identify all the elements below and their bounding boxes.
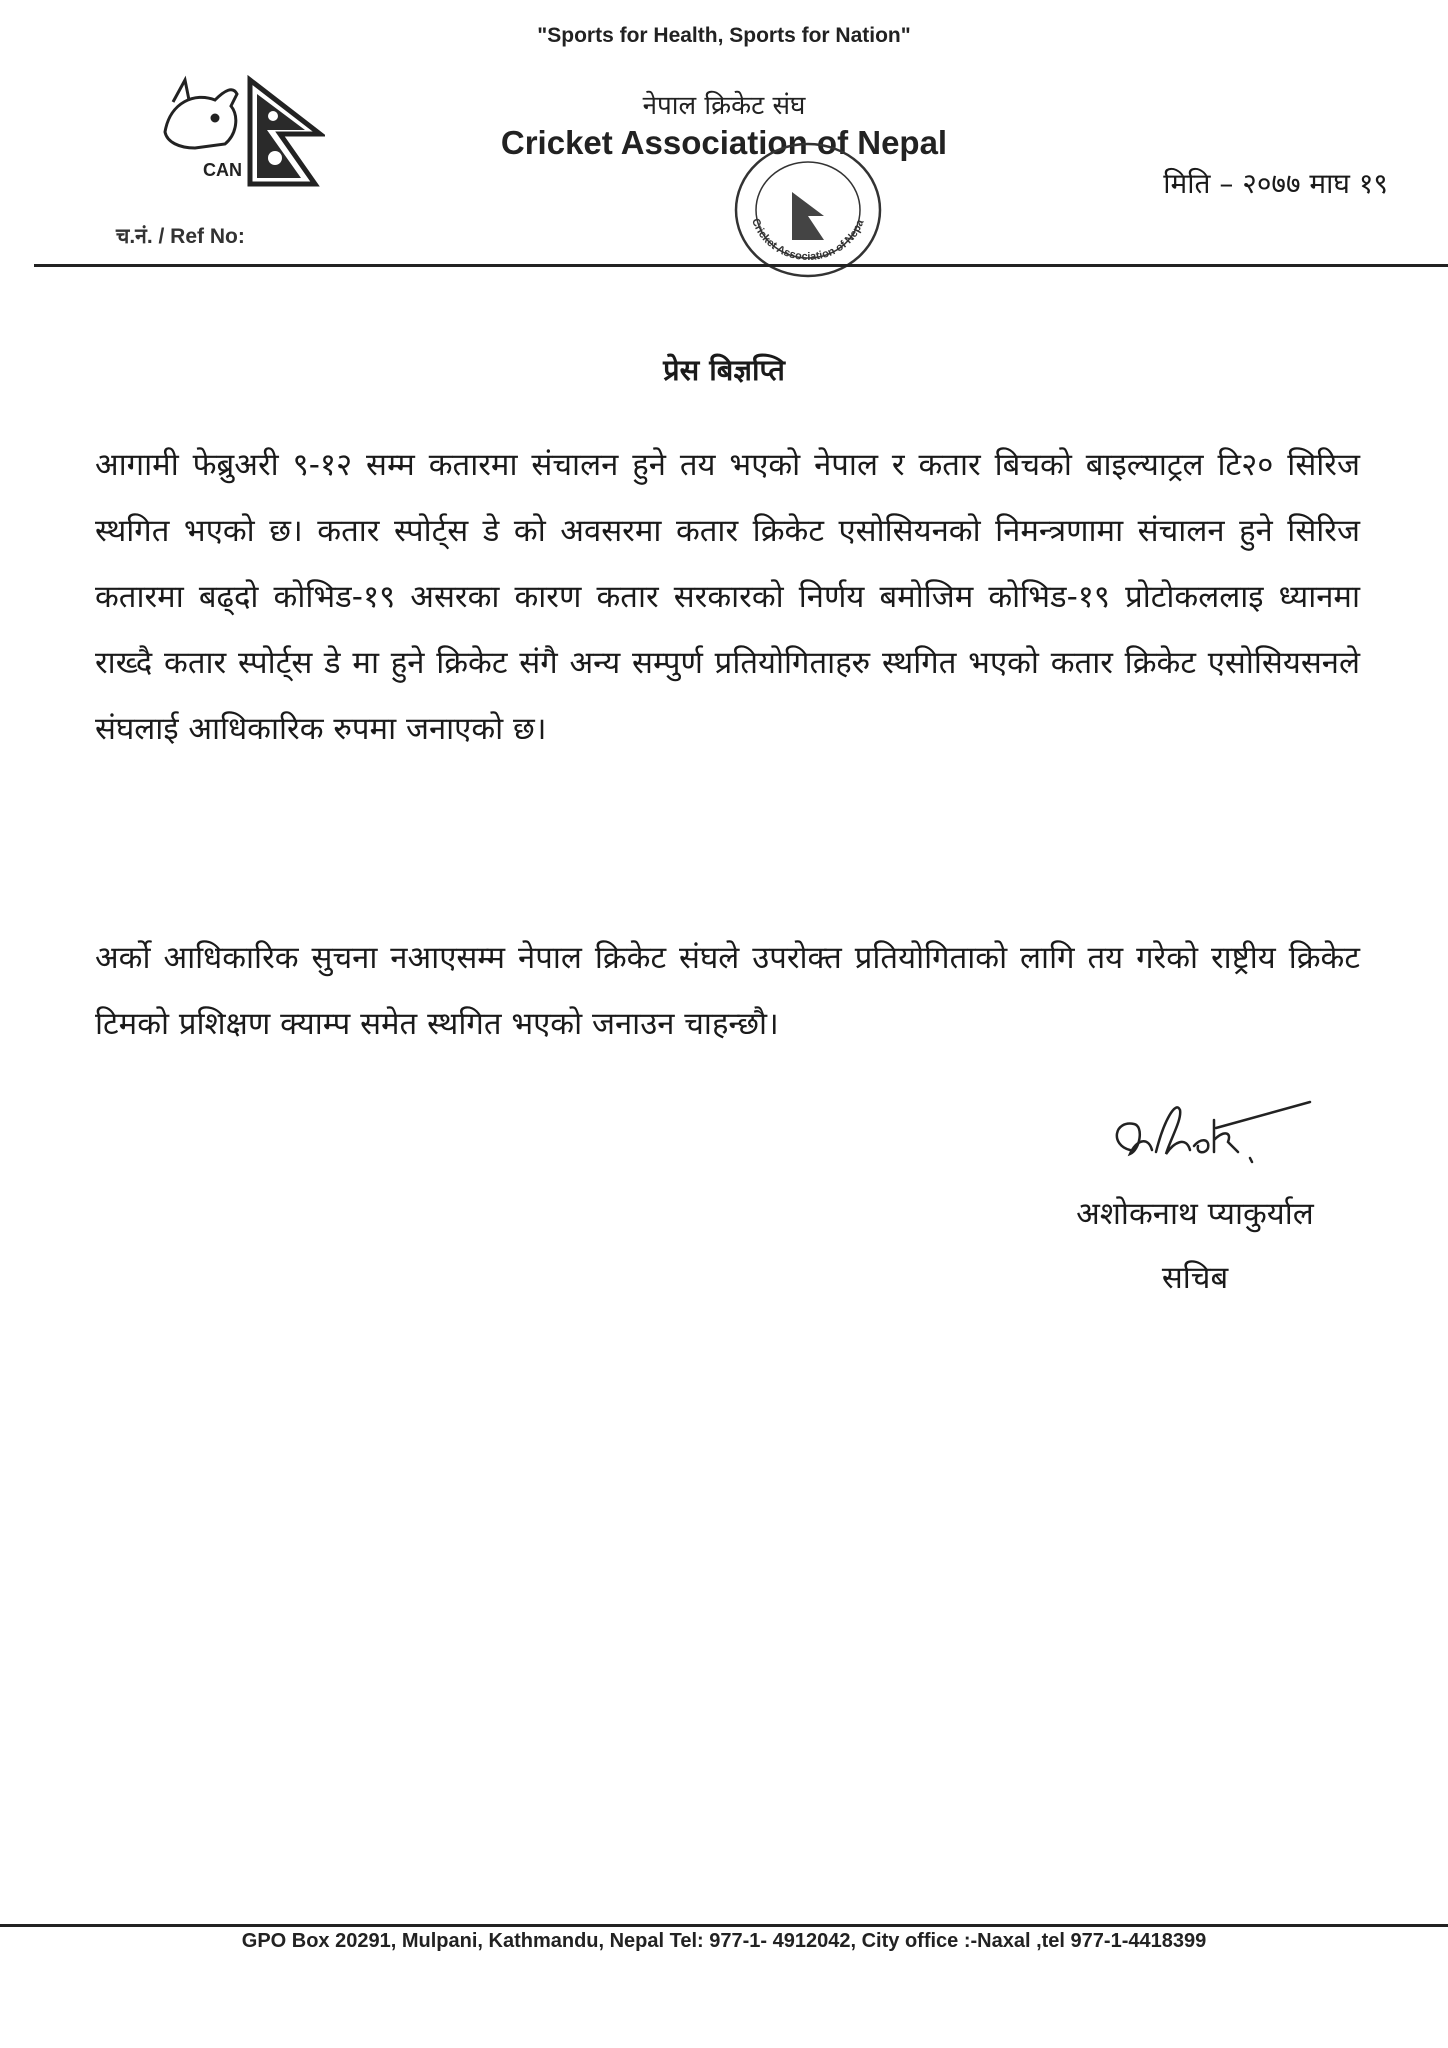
organization-name-nepali: नेपाल क्रिकेट संघ [642, 91, 806, 121]
document-title: प्रेस बिज्ञप्ति [663, 353, 785, 387]
signer-name: अशोकनाथ प्याकुर्याल [1076, 1196, 1314, 1232]
signer-designation: सचिब [1161, 1260, 1229, 1296]
official-seal [732, 140, 884, 280]
body-paragraph: अर्को आधिकारिक सुचना नआएसम्म नेपाल क्रिकेट संघले उपरोक्त प्रतियोगिताको लागि तय गरेको राष्ट्रीय क्रिकेट टिमको प्रशिक्षण क्याम्प समेत स्थगित भएको जनाउन चाहन्छौ। [95, 940, 1360, 1042]
can-logo [155, 72, 325, 192]
rhino-icon [165, 80, 237, 148]
seal-text: Cricket Association of Nepa [749, 216, 867, 264]
body-paragraph: आगामी फेब्रुअरी ९-१२ सम्म कतारमा संचालन हुने तय भएको नेपाल र कतार बिचको बाइल्याट्रल टि२० सिरिज स्थगित भएको छ। कतार स्पोर्ट्स डे को अवसरमा कतार क्रिकेट एसोसियनको निमन्त्रणामा संचालन हुने सिरिज कतारमा बढ्दो कोभिड-१९ असरका कारण कतार सरकारको निर्णय बमोजिम कोभिड-१९ प्रोटोकललाइ ध्यानमा राख्दै कतार स्पोर्ट्स डे मा हुने क्रिकेट संगै अन्य सम्पुर्ण प्रतियोगिताहरु स्थगित भएको कतार क्रिकेट एसोसियसनले संघलाई आधिकारिक रुपमा जनाएको छ। [95, 447, 1360, 747]
document-date: मिति – २०७७ माघ १९ [1163, 167, 1388, 200]
logo-text: CAN [203, 160, 242, 180]
footer-divider [0, 1924, 1448, 1927]
reference-number-label: च.नं. / Ref No: [116, 225, 245, 248]
slogan: "Sports for Health, Sports for Nation" [537, 24, 911, 47]
handwritten-signature [1100, 1080, 1330, 1190]
header-divider [34, 264, 1448, 267]
nepal-flag-icon [250, 80, 320, 184]
organization-name-english: Cricket Association of Nepal [500, 124, 948, 161]
footer-address: GPO Box 20291, Mulpani, Kathmandu, Nepal Tel: 977-1- 4912042, City office :-Naxal ,tel 977-1-4418399 [241, 1930, 1207, 1952]
